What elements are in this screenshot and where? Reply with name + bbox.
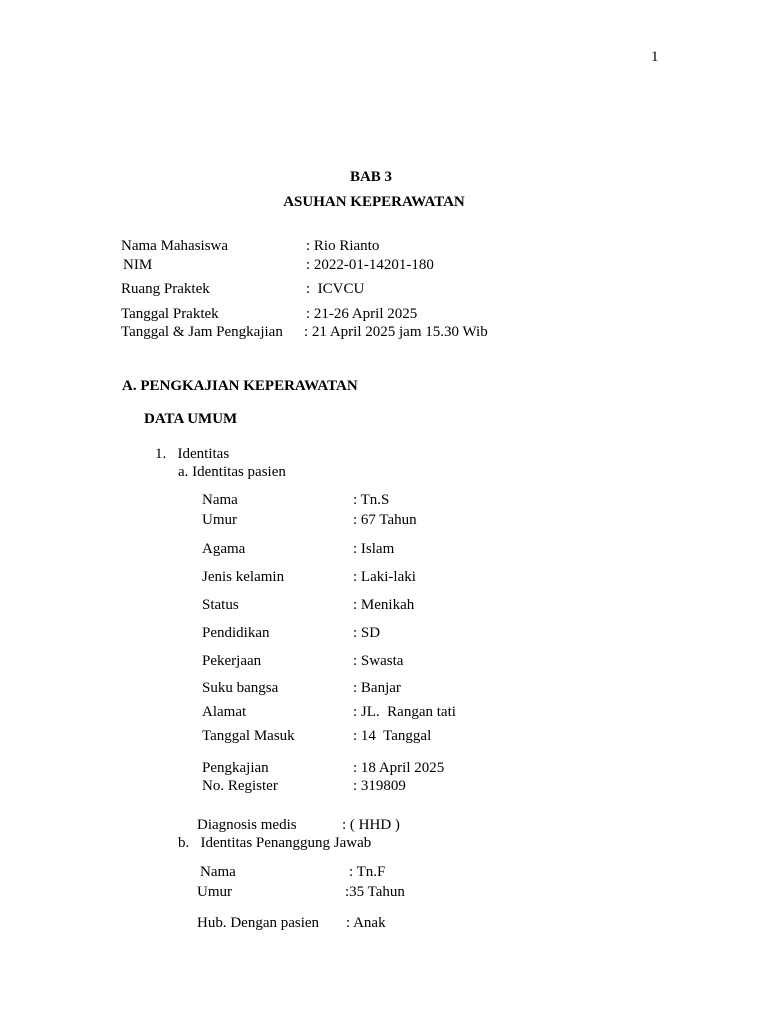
list-item-identitas-pasien: a. Identitas pasien [178,464,286,480]
chapter-heading: BAB 3 [349,169,393,185]
patient-address-label: Alamat [202,704,247,720]
patient-occupation-value: : Swasta [353,653,404,669]
patient-status-value: : Menikah [353,597,415,613]
patient-education-value: : SD [353,625,381,641]
guardian-name-value: : Tn.F [349,864,386,880]
guardian-relation-label: Hub. Dengan pasien [197,915,320,931]
guardian-age-value: :35 Tahun [345,884,405,900]
page-number: 1 [651,49,659,65]
assessment-datetime-label: Tanggal & Jam Pengkajian [121,324,283,340]
patient-gender-value: : Laki-laki [353,569,416,585]
patient-name-value: : Tn.S [353,492,390,508]
patient-diagnosis-value: : ( HHD ) [342,817,400,833]
patient-admission-date-label: Tanggal Masuk [202,728,295,744]
nim-label: NIM [123,257,153,273]
document-title: ASUHAN KEPERAWATAN [283,194,465,210]
patient-gender-label: Jenis kelamin [202,569,285,585]
patient-ethnicity-value: : Banjar [353,680,401,696]
patient-address-value: : JL. Rangan tati [353,704,456,720]
patient-religion-label: Agama [202,541,246,557]
guardian-section-title: b. Identitas Penanggung Jawab [178,835,372,851]
assessment-datetime-value: : 21 April 2025 jam 15.30 Wib [304,324,488,340]
patient-assessment-label: Pengkajian [202,760,269,776]
student-name-value: : Rio Rianto [306,238,380,254]
section-a-subtitle: DATA UMUM [144,411,238,427]
guardian-relation-value: : Anak [346,915,386,931]
nim-value: : 2022-01-14201-180 [306,257,434,273]
patient-diagnosis-label: Diagnosis medis [197,817,297,833]
patient-register-label: No. Register [202,778,278,794]
patient-education-label: Pendidikan [202,625,270,641]
practice-date-label: Tanggal Praktek [121,306,219,322]
student-name-label: Nama Mahasiswa [121,238,229,254]
section-a-title: A. PENGKAJIAN KEPERAWATAN [122,378,358,394]
practice-date-value: : 21-26 April 2025 [306,306,418,322]
patient-register-value: : 319809 [353,778,406,794]
patient-age-value: : 67 Tahun [353,512,417,528]
guardian-age-label: Umur [197,884,232,900]
patient-assessment-value: : 18 April 2025 [353,760,445,776]
patient-religion-value: : Islam [353,541,395,557]
patient-age-label: Umur [202,512,237,528]
patient-name-label: Nama [202,492,238,508]
guardian-name-label: Nama [200,864,236,880]
patient-occupation-label: Pekerjaan [202,653,262,669]
list-item-identitas: 1. Identitas [155,446,230,462]
patient-admission-date-value: : 14 Tanggal [353,728,432,744]
room-label: Ruang Praktek [121,281,210,297]
patient-ethnicity-label: Suku bangsa [202,680,279,696]
room-value: : ICVCU [306,281,365,297]
patient-status-label: Status [202,597,239,613]
